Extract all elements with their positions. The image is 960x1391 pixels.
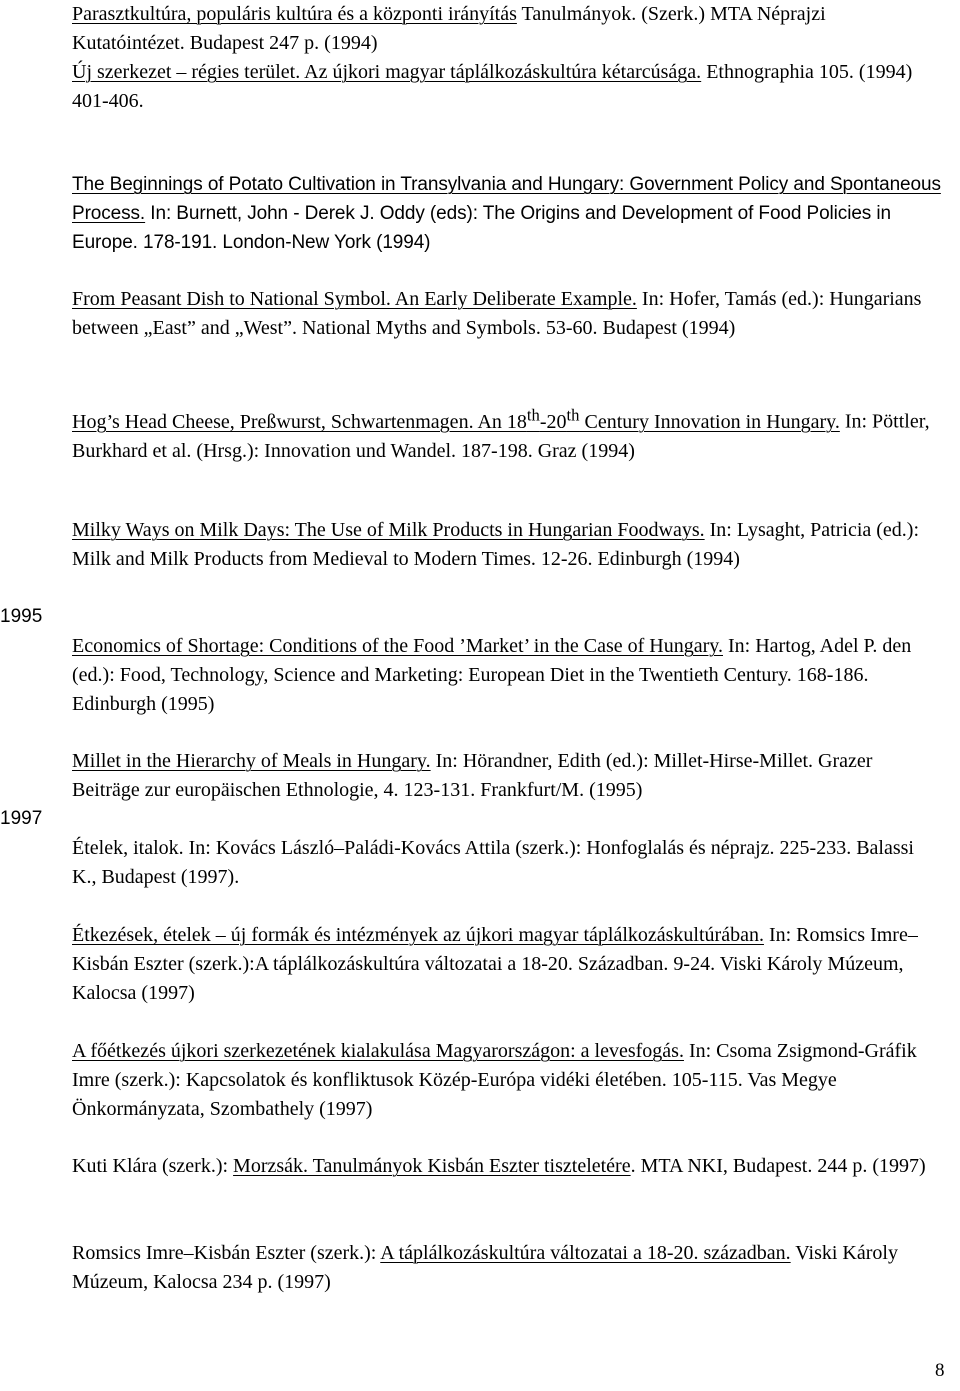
entry-title: A főétkezés újkori szerkezetének kialakulása Magyarországon: a levesfogás.: [72, 1040, 684, 1062]
entry-title: A táplálkozáskultúra változatai a 18-20. században.: [380, 1242, 791, 1264]
entry-details: In: Csoma Zsigmond-Gráfik Imre (szerk.): Kapcsolatok és konfliktusok Közép-Európa vidéki életében. 105-115. Vas Megye Önkormányzata, Szombathely (1997): [72, 1040, 917, 1120]
page-number: 8: [935, 1360, 945, 1381]
entry-title: Millet in the Hierarchy of Meals in Hungary.: [72, 750, 431, 772]
entry-details: In: Hörandner, Edith (ed.): Millet-Hirse-Millet. Grazer Beiträge zur europäischen Ethnologie, 4. 123-131. Frankfurt/M. (1995): [72, 750, 873, 801]
entry-details: In: Hofer, Tamás (ed.): Hungarians between „East” and „West”. National Myths and Symbols. 53-60. Budapest (1994): [72, 288, 922, 339]
entry-details: In: Burnett, John - Derek J. Oddy (eds): The Origins and Development of Food Policies in Europe. 178-191. London-New York (1994): [72, 203, 891, 253]
year-label: 1997: [0, 808, 43, 829]
entry-details: Ethnographia 105. (1994) 401-406.: [72, 61, 913, 112]
entry-title: Parasztkultúra, populáris kultúra és a központi irányítás: [72, 3, 517, 25]
bibliography-entry: [72, 285, 942, 343]
bibliography-entry: [72, 1037, 942, 1124]
bibliography-entry: [72, 1152, 942, 1181]
year-label: 1995: [0, 606, 43, 627]
bibliography-entry: [72, 921, 942, 1008]
bibliography-entry: [72, 834, 942, 892]
bibliography-entry: [72, 0, 942, 58]
bibliography-entry: [72, 516, 942, 574]
entry-details: In: Hartog, Adel P. den (ed.): Food, Technology, Science and Marketing: European Diet in the Twentieth Century. 168-186. Edinburgh (1995): [72, 635, 912, 715]
bibliography-entry: [72, 400, 942, 466]
entry-details: In: Romsics Imre–Kisbán Eszter (szerk.):A táplálkozáskultúra változatai a 18-20. Században. 9-24. Viski Károly Múzeum, Kalocsa (1997): [72, 924, 918, 1004]
entry-title: From Peasant Dish to National Symbol. An Early Deliberate Example.: [72, 288, 637, 310]
entry-details: Viski Károly Múzeum, Kalocsa 234 p. (1997): [72, 1242, 898, 1293]
entry-title: Étkezések, ételek – új formák és intézmények az újkori magyar táplálkozáskultúrában.: [72, 924, 764, 946]
entry-details: In: Lysaght, Patricia (ed.): Milk and Milk Products from Medieval to Modern Times. 12-26. Edinburgh (1994): [72, 519, 920, 570]
entry-title: The Beginnings of Potato Cultivation in Transylvania and Hungary: Government Policy and Spontaneous Process.: [72, 174, 941, 224]
bibliography-entry: [72, 170, 942, 257]
entry-title: Hog’s Head Cheese, Preßwurst, Schwartenmagen. An 18th-20th Century Innovation in Hungary.: [72, 405, 840, 433]
entry-details: . MTA NKI, Budapest. 244 p. (1997): [630, 1155, 926, 1177]
entry-details: In: Pöttler, Burkhard et al. (Hrsg.): Innovation und Wandel. 187-198. Graz (1994): [72, 410, 930, 462]
entry-editors: Romsics Imre–Kisbán Eszter (szerk.):: [72, 1242, 381, 1264]
bibliography-entry: [72, 1239, 942, 1297]
entry-details: Ételek, italok. In: Kovács László–Paládi-Kovács Attila (szerk.): Honfoglalás és néprajz. 225-233. Balassi K., Budapest (1997).: [72, 837, 914, 888]
entry-title: Milky Ways on Milk Days: The Use of Milk Products in Hungarian Foodways.: [72, 519, 705, 541]
bibliography-entry: [72, 747, 942, 805]
bibliography-entry: [72, 632, 942, 719]
entry-editors: Kuti Klára (szerk.):: [72, 1155, 234, 1177]
bibliography-entry: [72, 58, 942, 116]
entry-title: Új szerkezet – régies terület. Az újkori magyar táplálkozáskultúra kétarcúsága.: [72, 61, 702, 83]
entry-title: Economics of Shortage: Conditions of the Food ’Market’ in the Case of Hungary.: [72, 635, 723, 657]
entry-details: Tanulmányok. (Szerk.) MTA Néprajzi Kutatóintézet. Budapest 247 p. (1994): [72, 3, 826, 54]
entry-title: Morzsák. Tanulmányok Kisbán Eszter tiszteletére: [233, 1155, 631, 1177]
